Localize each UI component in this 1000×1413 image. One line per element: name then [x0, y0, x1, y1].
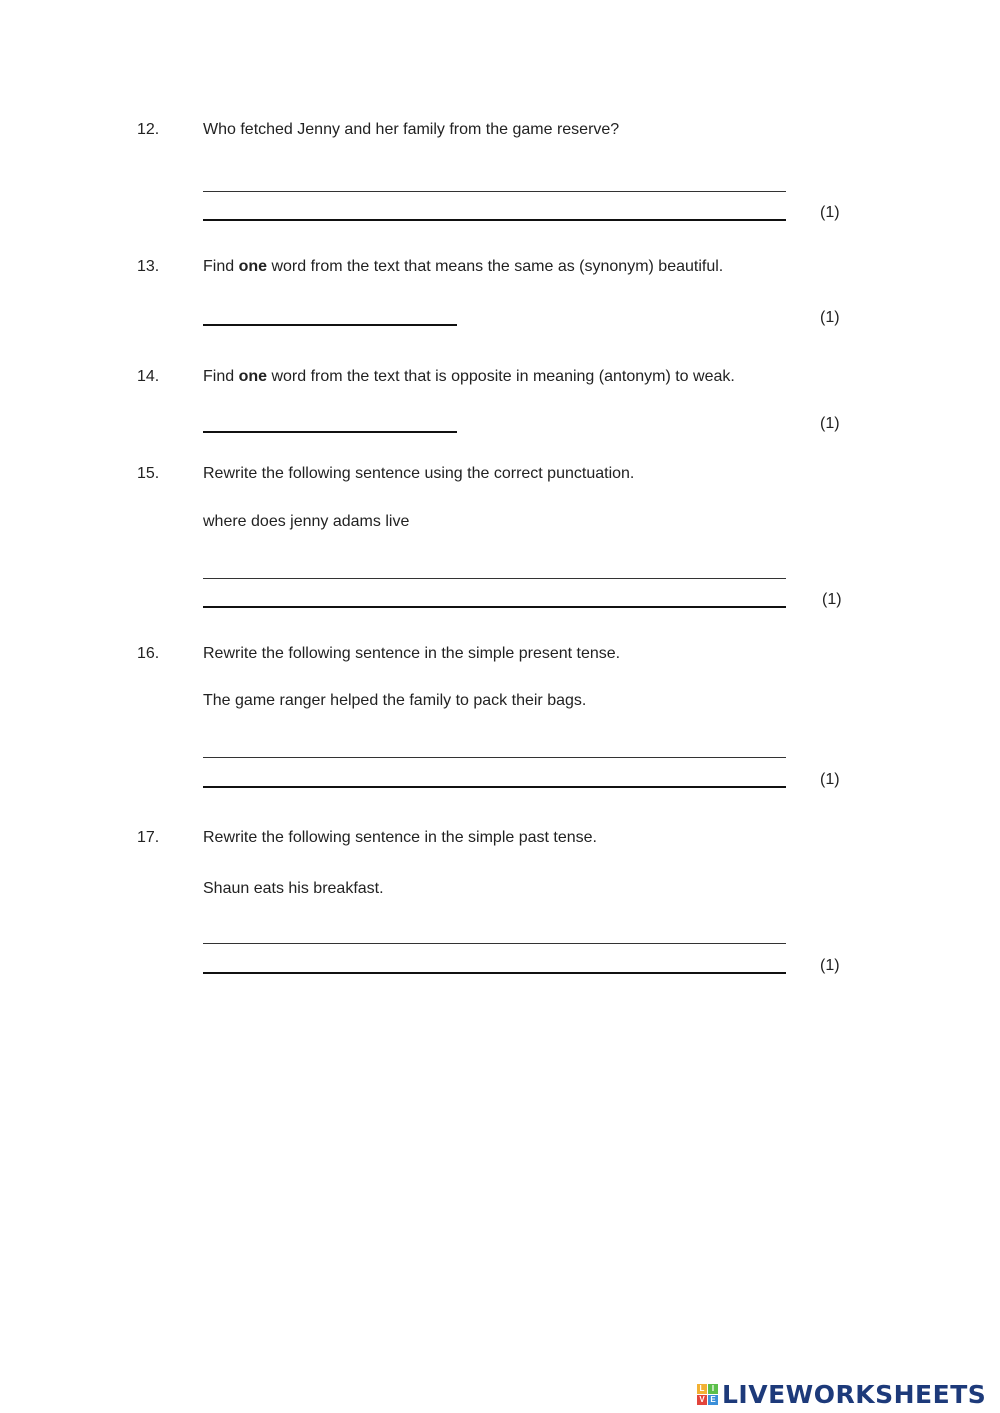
- answer-line[interactable]: [203, 431, 457, 433]
- question-text: Rewrite the following sentence in the simple past tense.: [203, 829, 597, 846]
- question-text: Find one word from the text that is opposite in meaning (antonym) to weak.: [203, 368, 735, 385]
- question-number: 16.: [137, 645, 160, 662]
- question-text: Who fetched Jenny and her family from the game reserve?: [203, 121, 620, 138]
- question-text: Rewrite the following sentence in the simple present tense.: [203, 645, 621, 662]
- question-number: 17.: [137, 829, 160, 846]
- mark-allocation: (1): [820, 771, 840, 788]
- answer-line[interactable]: [203, 191, 786, 192]
- mark-allocation: (1): [822, 591, 842, 608]
- question-text: Find one word from the text that means the same as (synonym) beautiful.: [203, 258, 724, 275]
- logo-text: LIVEWORKSHEETS: [722, 1380, 987, 1409]
- answer-line[interactable]: [203, 786, 786, 788]
- question-sentence: where does jenny adams live: [203, 513, 410, 530]
- logo-letter: V: [697, 1395, 707, 1405]
- answer-line[interactable]: [203, 757, 786, 758]
- answer-line[interactable]: [203, 972, 786, 974]
- question-number: 15.: [137, 465, 160, 482]
- question-text: Rewrite the following sentence using the correct punctuation.: [203, 465, 635, 482]
- question-sentence: Shaun eats his breakfast.: [203, 880, 384, 897]
- question-sentence: The game ranger helped the family to pack their bags.: [203, 692, 587, 709]
- answer-line[interactable]: [203, 606, 786, 608]
- question-number: 14.: [137, 368, 160, 385]
- question-number: 12.: [137, 121, 160, 138]
- answer-line[interactable]: [203, 219, 786, 221]
- logo-letter: E: [708, 1395, 718, 1405]
- mark-allocation: (1): [820, 204, 840, 221]
- logo-mark-icon: [697, 1384, 718, 1405]
- logo-letter: L: [697, 1384, 707, 1394]
- logo-letter: I: [708, 1384, 718, 1394]
- mark-allocation: (1): [820, 415, 840, 432]
- answer-line[interactable]: [203, 578, 786, 579]
- liveworksheets-logo[interactable]: [697, 1380, 986, 1409]
- mark-allocation: (1): [820, 957, 840, 974]
- answer-line[interactable]: [203, 943, 786, 944]
- question-number: 13.: [137, 258, 160, 275]
- answer-line[interactable]: [203, 324, 457, 326]
- mark-allocation: (1): [820, 309, 840, 326]
